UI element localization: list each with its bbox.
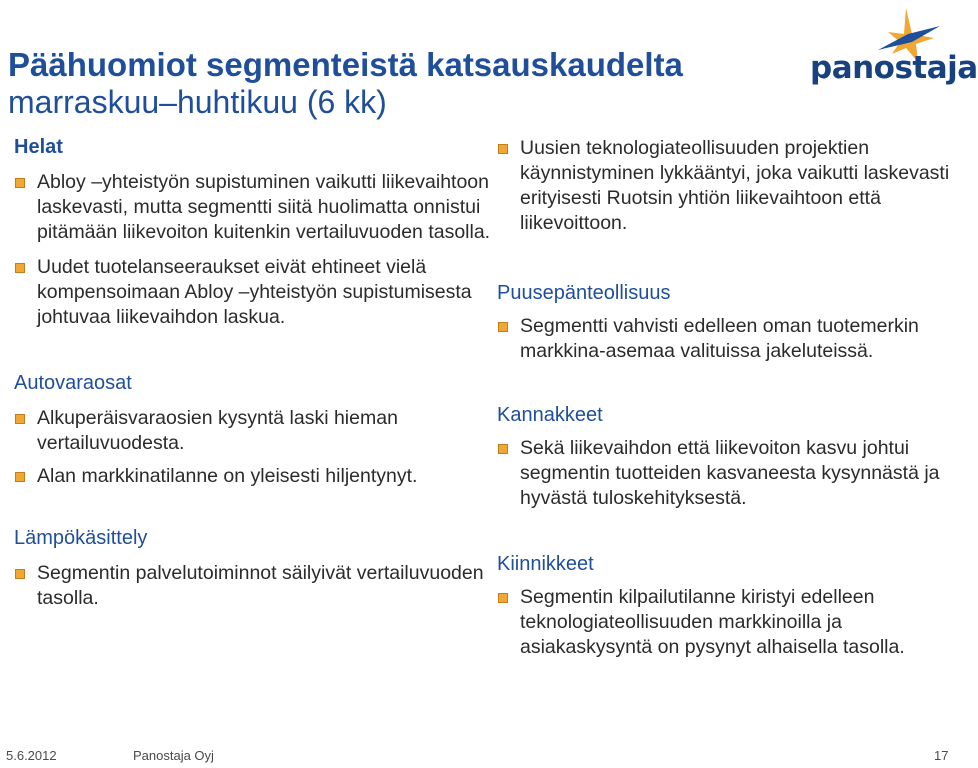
section-lampokasittely bbox=[14, 525, 492, 611]
page-title: Päähuomiot segmenteistä katsauskaudelta bbox=[8, 46, 683, 83]
page-subtitle: marraskuu–huhtikuu (6 kk) bbox=[8, 84, 387, 120]
section-autovaraosat bbox=[14, 370, 492, 489]
section-puusepanteollisuus bbox=[497, 280, 957, 364]
section-kannakkeet bbox=[497, 402, 957, 511]
bullet-icon bbox=[498, 144, 508, 154]
section-title: Kannakkeet bbox=[497, 404, 603, 426]
bullet-icon bbox=[15, 472, 25, 482]
logo-wordmark: panostaja bbox=[810, 50, 978, 86]
bullet-icon bbox=[498, 322, 508, 332]
list-item: Abloy –yhteistyön supistuminen vaikutti liikevaihtoon laskevasti, mutta segmentti siitä huolimatta onnistui pitämään liikevoiton kuitenkin vertailuvuoden tasolla. bbox=[14, 170, 492, 245]
company-logo bbox=[808, 4, 978, 86]
section-helat bbox=[14, 134, 492, 330]
section-title: Puusepänteollisuus bbox=[497, 282, 671, 304]
bullet-icon bbox=[498, 593, 508, 603]
bullet-icon bbox=[15, 178, 25, 188]
page-number: 17 bbox=[934, 748, 949, 763]
section-title: Autovaraosat bbox=[14, 372, 132, 394]
list-item: Segmentin palvelutoiminnot säilyivät vertailuvuoden tasolla. bbox=[14, 561, 492, 611]
right-column bbox=[497, 134, 957, 660]
bullet-icon bbox=[15, 569, 25, 579]
list-item: Uudet tuotelanseeraukset eivät ehtineet vielä kompensoimaan Abloy –yhteistyön supistumisesta johtuvaa liikevaihdon laskua. bbox=[14, 255, 492, 330]
section-title: Lämpökäsittely bbox=[14, 527, 148, 549]
footer-date: 5.6.2012 bbox=[6, 748, 57, 763]
section-title: Kiinnikkeet bbox=[497, 553, 594, 575]
section-title: Helat bbox=[14, 136, 63, 158]
list-item: Uusien teknologiateollisuuden projektien käynnistyminen lykkääntyi, joka vaikutti laskevasti erityisesti Ruotsin yhtiön liikevaihtoon että liikevoittoon. bbox=[497, 136, 957, 236]
section-kiinnikkeet bbox=[497, 551, 957, 660]
bullet-icon bbox=[498, 444, 508, 454]
left-column bbox=[14, 134, 492, 611]
list-item: Sekä liikevaihdon että liikevoiton kasvu johtui segmentin tuotteiden kasvaneesta kysynnästä ja hyvästä tuloskehityksestä. bbox=[497, 436, 957, 511]
list-item: Segmentin kilpailutilanne kiristyi edelleen teknologiateollisuuden markkinoilla ja asiakaskysyntä on pysynyt alhaisella tasolla. bbox=[497, 585, 957, 660]
list-item: Alkuperäisvaraosien kysyntä laski hieman vertailuvuodesta. bbox=[14, 406, 492, 456]
bullet-icon bbox=[15, 414, 25, 424]
bullet-icon bbox=[15, 263, 25, 273]
list-item: Alan markkinatilanne on yleisesti hiljentynyt. bbox=[14, 464, 492, 489]
list-item: Segmentti vahvisti edelleen oman tuotemerkin markkina-asemaa valituissa jakeluteissä. bbox=[497, 314, 957, 364]
footer-company: Panostaja Oyj bbox=[133, 748, 214, 763]
